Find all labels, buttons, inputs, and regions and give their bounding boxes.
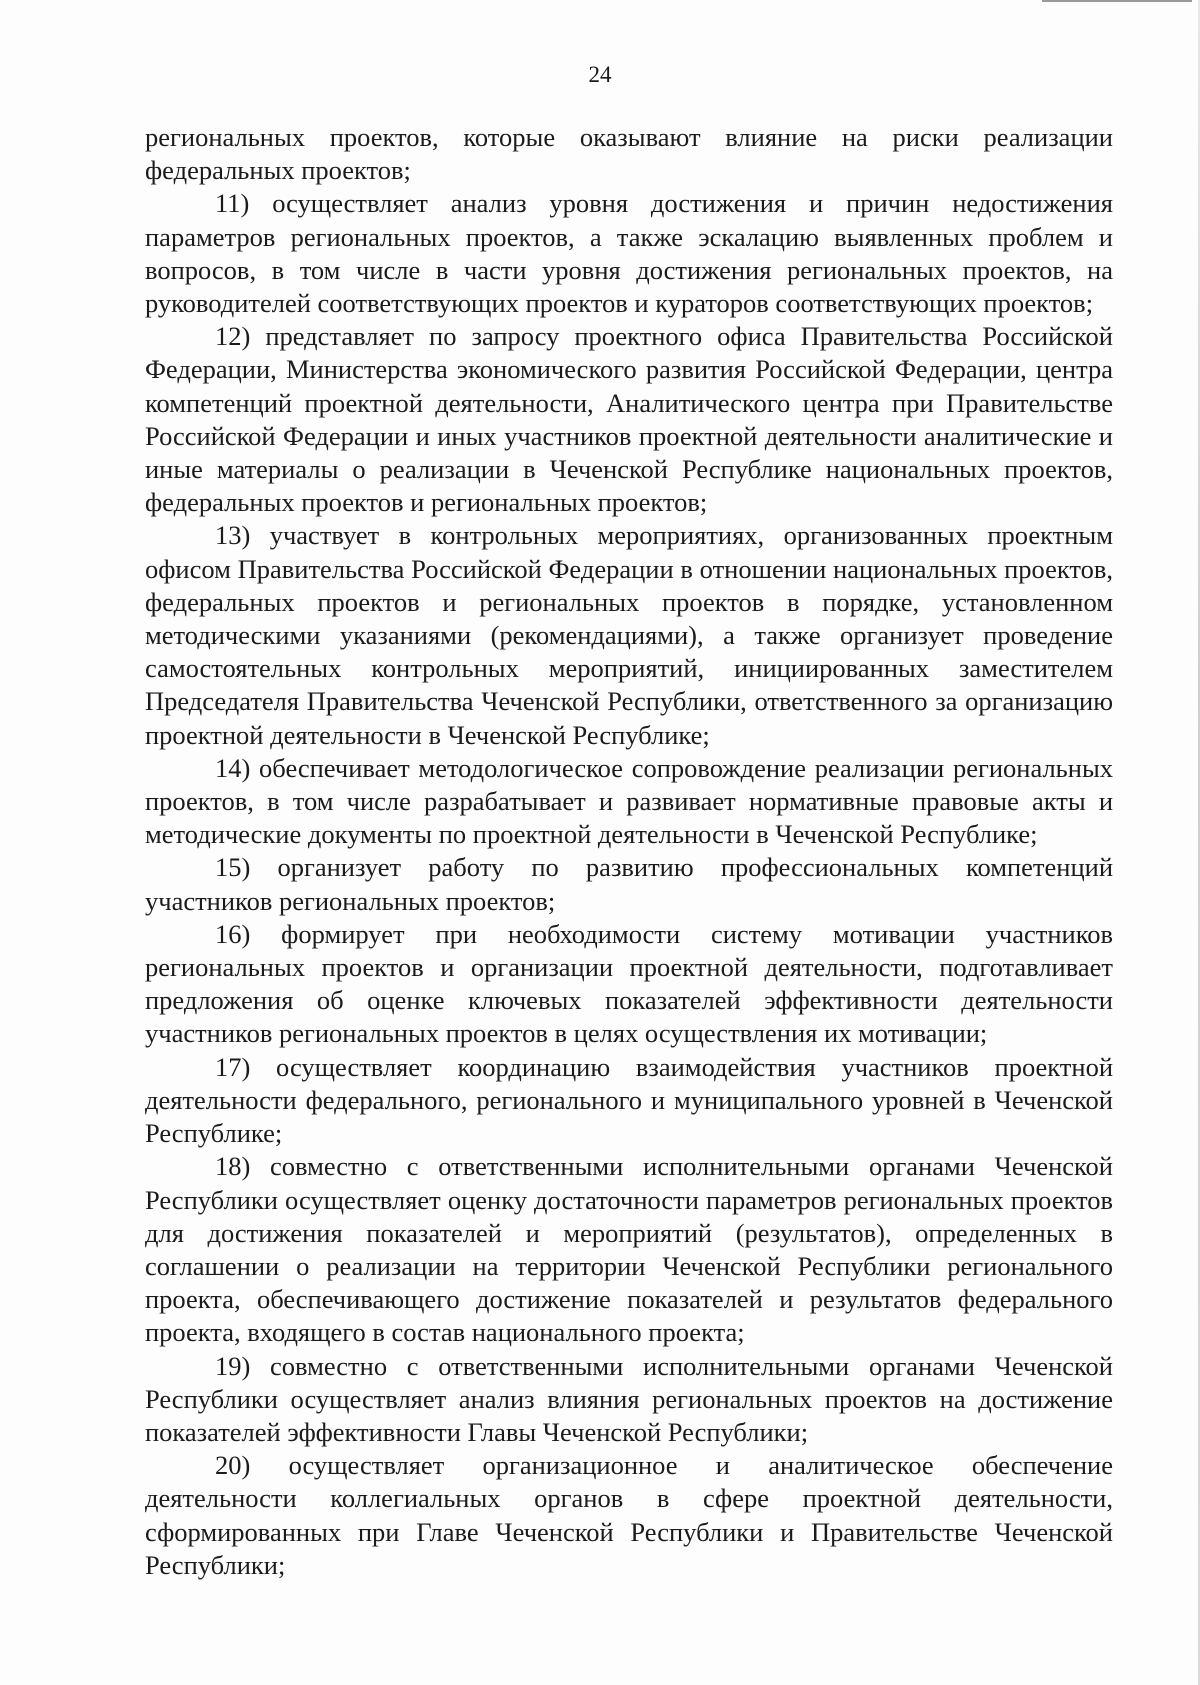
paragraph-item-17: 17) осуществляет координацию взаимодействия участников проектной деятельности федерального, регионального и муниципального уровней в Чеченской Республике; [145, 1051, 1113, 1149]
paragraph-item-18: 18) совместно с ответственными исполнительными органами Чеченской Республики осуществляет оценку достаточности параметров региональных проектов для достижения показателей и мероприятий (результатов), определенных в соглашении о реализации на территории Чеченской Республики регионального проекта, обеспечивающего достижение показателей и результатов федерального проекта, входящего в состав национального проекта; [145, 1151, 1113, 1348]
paragraph-item-16: 16) формирует при необходимости систему мотивации участников региональных проектов и организации проектной деятельности, подготавливает предложения об оценке ключевых показателей эффективности деятельности участников региональных проектов в целях осуществления их мотивации; [145, 918, 1113, 1049]
paragraph-item-19: 19) совместно с ответственными исполнительными органами Чеченской Республики осуществляет анализ влияния региональных проектов на достижение показателей эффективности Главы Чеченской Республики; [145, 1350, 1113, 1447]
page-number: 24 [588, 62, 612, 87]
paragraph-item-13: 13) участвует в контрольных мероприятиях, организованных проектным офисом Правительства Российской Федерации в отношении национальных проектов, федеральных проектов и региональных проектов в порядке, установленном методическими указаниями (рекомендациями), а также организует проведение самостоятельных контрольных мероприятий, инициированных заместителем Председателя Правительства Чеченской Республики, ответственного за организацию проектной деятельности в Чеченской Республике; [145, 520, 1113, 750]
scan-edge-mark [1042, 0, 1192, 2]
paragraph-item-12: 12) представляет по запросу проектного офиса Правительства Российской Федерации, Министерства экономического развития Российской Федерации, центра компетенций проектной деятельности, Аналитического центра при Правительстве Российской Федерации и иных участников проектной деятельности аналитические и иные материалы о реализации в Чеченской Республике национальных проектов, федеральных проектов и региональных проектов; [145, 321, 1113, 518]
paragraph-continuation: региональных проектов, которые оказывают влияние на риски реализации федеральных проектов; [145, 122, 1113, 186]
paragraph-item-20: 20) осуществляет организационное и аналитическое обеспечение деятельности коллегиальных органов в сфере проектной деятельности, сформированных при Главе Чеченской Республики и Правительстве Чеченской Республики; [145, 1450, 1113, 1580]
paragraph-item-11: 11) осуществляет анализ уровня достижения и причин недостижения параметров региональных проектов, а также эскалацию выявленных проблем и вопросов, в том числе в части уровня достижения региональных проектов, на руководителей соответствующих проектов и кураторов соответствующих проектов; [145, 188, 1113, 319]
paragraph-item-14: 14) обеспечивает методологическое сопровождение реализации региональных проектов, в том числе разрабатывает и развивает нормативные правовые акты и методические документы по проектной деятельности в Чеченской Республике; [145, 752, 1113, 850]
document-body [145, 121, 1113, 1582]
paragraph-item-15: 15) организует работу по развитию профессиональных компетенций участников региональных проектов; [145, 852, 1113, 916]
